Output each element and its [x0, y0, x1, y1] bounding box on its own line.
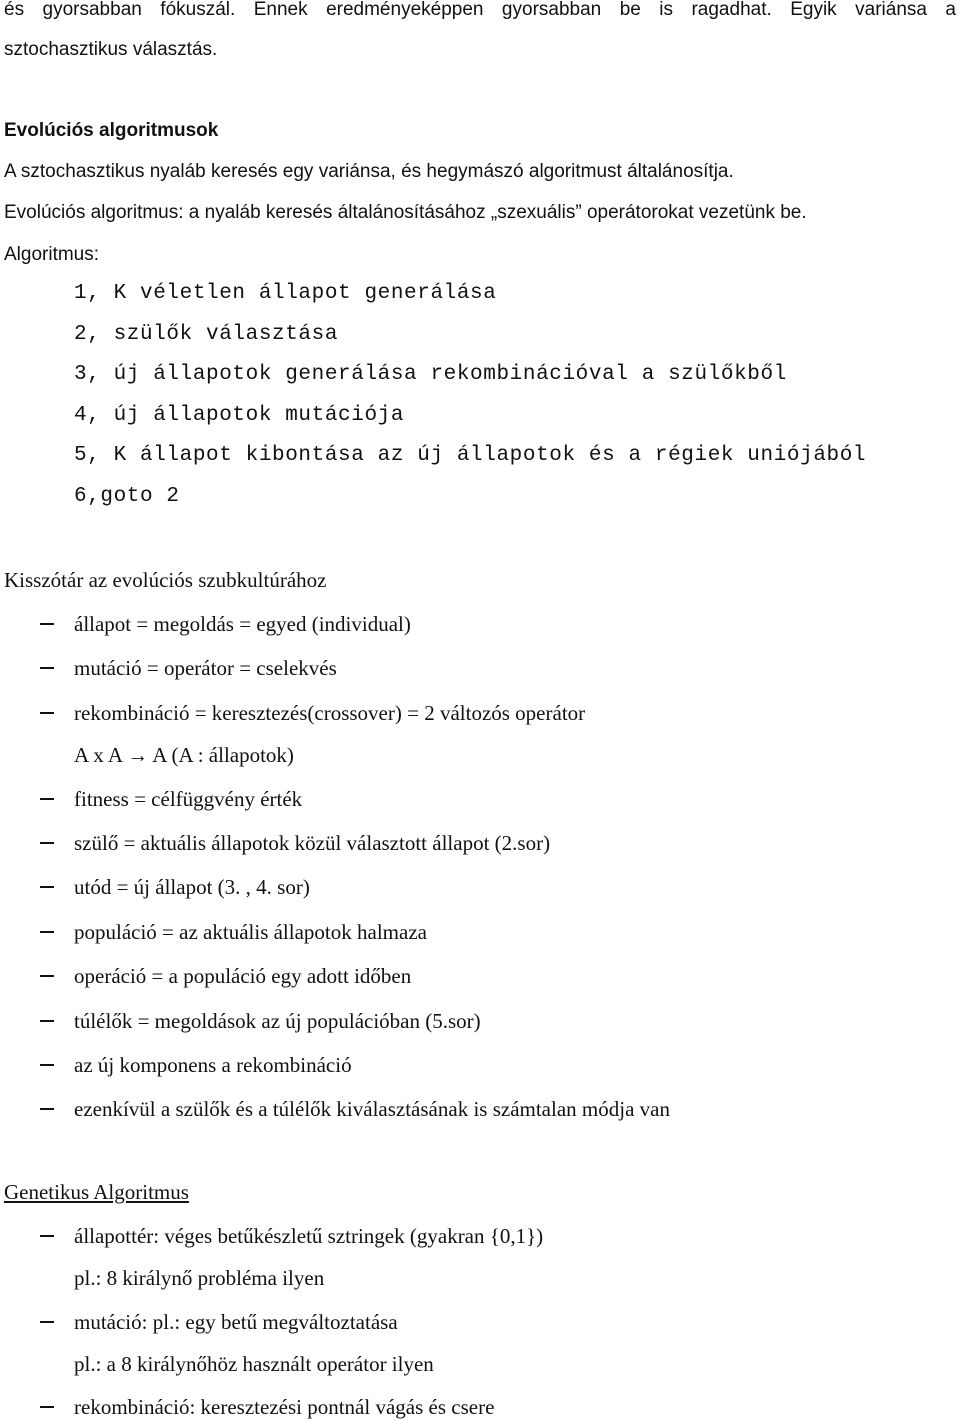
- dictionary-item-text: fitness = célfüggvény érték: [74, 787, 303, 811]
- dictionary-item-text: populáció = az aktuális állapotok halmaza: [74, 920, 427, 944]
- algorithm-step: 2, szülők választása: [74, 323, 339, 346]
- dash-bullet-icon: [40, 1406, 54, 1408]
- dash-bullet-icon: [40, 1321, 54, 1323]
- dash-bullet-icon: [40, 975, 54, 977]
- genetic-item-continuation: [0, 1264, 960, 1292]
- genetic-item-text: pl.: a 8 királynőhöz használt operátor ilyen: [74, 1352, 434, 1376]
- dash-bullet-icon: [40, 712, 54, 714]
- dash-bullet-icon: [40, 842, 54, 844]
- genetic-item-continuation: [0, 1350, 960, 1378]
- dash-bullet-icon: [40, 1064, 54, 1066]
- dictionary-item-text: operáció = a populáció egy adott időben: [74, 964, 412, 988]
- dash-bullet-icon: [40, 886, 54, 888]
- dictionary-item-text: ezenkívül a szülők és a túlélők kiválasztásának is számtalan módja van: [74, 1097, 670, 1121]
- intro-line-1: és gyorsabban fókuszál. Ennek eredményeképpen gyorsabban be is ragadhat. Egyik variánsa a: [4, 0, 956, 20]
- algorithm-step: 1, K véletlen állapot generálása: [74, 282, 497, 305]
- dictionary-item: [0, 654, 960, 682]
- intro-line-2: sztochasztikus választás.: [4, 39, 218, 60]
- algorithm-label: Algoritmus:: [4, 244, 100, 265]
- algorithm-step: 4, új állapotok mutációja: [74, 404, 405, 427]
- dictionary-item-text: rekombináció = keresztezés(crossover) = 2 változós operátor: [74, 701, 586, 725]
- dash-bullet-icon: [40, 623, 54, 625]
- evo-line-1: A sztochasztikus nyaláb keresés egy variánsa, és hegymászó algoritmust általánosítja.: [4, 161, 734, 182]
- section-heading-dictionary: Kisszótár az evolúciós szubkultúrához: [4, 568, 327, 592]
- genetic-item-text: rekombináció: keresztezési pontnál vágás és csere: [74, 1395, 495, 1419]
- genetic-item: [0, 1308, 960, 1336]
- dictionary-item: [0, 610, 960, 638]
- evo-line-2: Evolúciós algoritmus: a nyaláb keresés általánosításához „szexuális” operátorokat vezetünk be.: [4, 202, 807, 223]
- algorithm-step: 6,goto 2: [74, 485, 180, 508]
- genetic-item-text: pl.: 8 királynő probléma ilyen: [74, 1266, 325, 1290]
- dash-bullet-icon: [40, 1020, 54, 1022]
- dictionary-item: [0, 1095, 960, 1123]
- dash-bullet-icon: [40, 1108, 54, 1110]
- genetic-item: [0, 1393, 960, 1421]
- algorithm-step: 3, új állapotok generálása rekombinációval a szülőkből: [74, 363, 787, 386]
- dictionary-item-text: túlélők = megoldások az új populációban (5.sor): [74, 1009, 481, 1033]
- dictionary-item-text: állapot = megoldás = egyed (individual): [74, 612, 411, 636]
- dash-bullet-icon: [40, 667, 54, 669]
- genetic-item-text: állapottér: véges betűkészletű sztringek (gyakran {0,1}): [74, 1224, 544, 1248]
- dictionary-item-continuation: [0, 741, 960, 769]
- dictionary-item: [0, 873, 960, 901]
- dash-bullet-icon: [40, 798, 54, 800]
- genetic-item: [0, 1222, 960, 1250]
- dictionary-item: [0, 918, 960, 946]
- dash-bullet-icon: [40, 1235, 54, 1237]
- genetic-item-text: mutáció: pl.: egy betű megváltoztatása: [74, 1310, 398, 1334]
- dictionary-item: [0, 962, 960, 990]
- dictionary-item-text: az új komponens a rekombináció: [74, 1053, 352, 1077]
- dictionary-item-text: mutáció = operátor = cselekvés: [74, 656, 337, 680]
- section-heading-evolutionary: Evolúciós algoritmusok: [4, 120, 219, 141]
- dictionary-item: [0, 699, 960, 727]
- algorithm-step: 5, K állapot kibontása az új állapotok és a régiek uniójából: [74, 444, 867, 467]
- section-heading-genetic: Genetikus Algoritmus: [4, 1180, 189, 1204]
- dictionary-item-text: A x A → A (A : állapotok): [74, 743, 294, 767]
- dictionary-item: [0, 1051, 960, 1079]
- dictionary-item-text: utód = új állapot (3. , 4. sor): [74, 875, 310, 899]
- dictionary-item-text: szülő = aktuális állapotok közül választott állapot (2.sor): [74, 831, 551, 855]
- dictionary-item: [0, 1007, 960, 1035]
- dictionary-item: [0, 785, 960, 813]
- dictionary-item: [0, 829, 960, 857]
- dash-bullet-icon: [40, 931, 54, 933]
